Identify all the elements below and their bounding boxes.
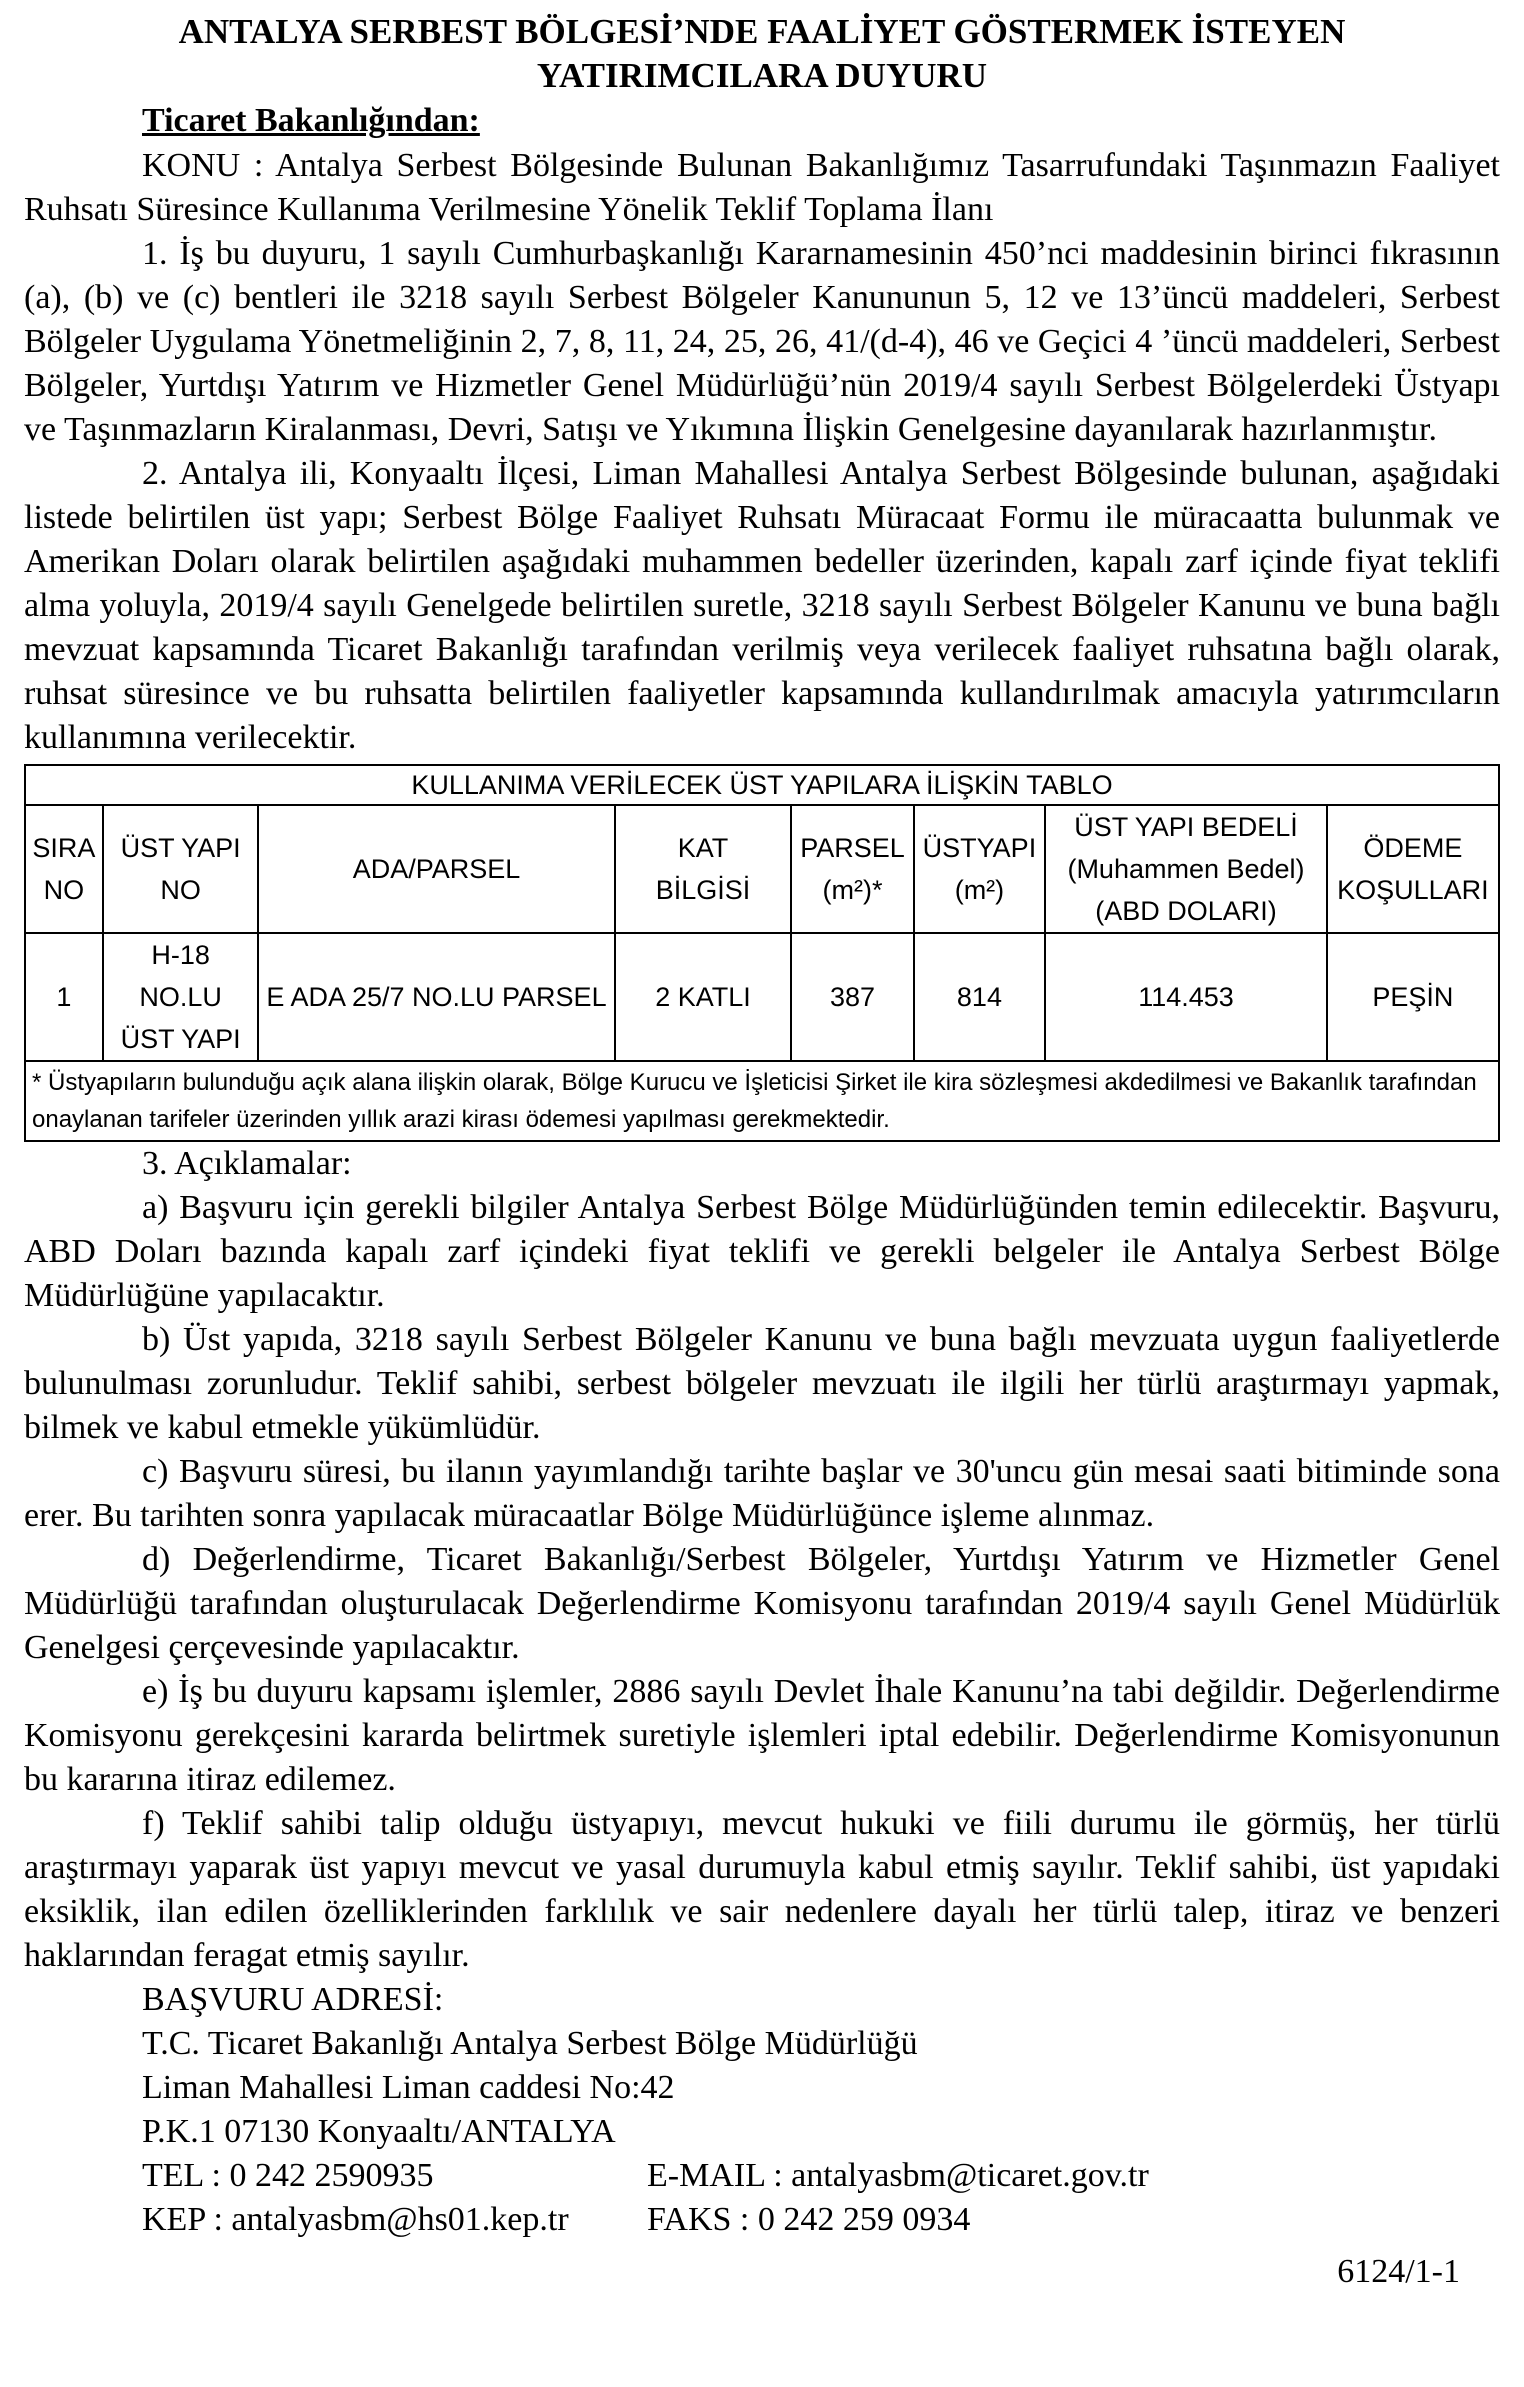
header-bedel: ÜST YAPI BEDELİ (Muhammen Bedel) (ABD DOLARI) [1045, 805, 1326, 933]
header-ada-parsel: ADA/PARSEL [258, 805, 614, 933]
address-line-3: P.K.1 07130 Konyaaltı/ANTALYA [142, 2113, 616, 2150]
cell-bedel: 114.453 [1045, 933, 1326, 1061]
header-ust-yapi-no: ÜST YAPI NO [103, 805, 259, 933]
table-header-row [25, 805, 1499, 933]
cell-sira: 1 [25, 933, 103, 1061]
address-heading: BAŞVURU ADRESİ: [142, 1981, 444, 2018]
item-e: e) İş bu duyuru kapsamı işlemler, 2886 sayılı Devlet İhale Kanunu’na tabi değildir. Değerlendirme Komisyonu gerekçesini kararda belirtmek suretiyle işlemleri iptal edebilir. Değerlendirme Komisyonunun bu kararına itiraz edilemez. [24, 1673, 1500, 1798]
title-line-2: YATIRIMCILARA DUYURU [536, 56, 988, 95]
header-sira: SIRA NO [25, 805, 103, 933]
item-a: a) Başvuru için gerekli bilgiler Antalya Serbest Bölge Müdürlüğünden temin edilecektir. Başvuru, ABD Doları bazında kapalı zarf içindeki fiyat teklifi ve gerekli belgeler ile Antalya Serbest Bölge Müdürlüğüne yapılacaktır. [24, 1189, 1500, 1314]
email: E-MAIL : antalyasbm@ticaret.gov.tr [647, 2157, 1149, 2194]
paragraph-1: 1. İş bu duyuru, 1 sayılı Cumhurbaşkanlığı Kararnamesinin 450’nci maddesinin birinci fıkrasının (a), (b) ve (c) bentleri ile 3218 sayılı Serbest Bölgeler Kanununun 5, 12 ve 13’üncü maddeleri, Serbest Bölgeler Uygulama Yönetmeliğinin 2, 7, 8, 11, 24, 25, 26, 41/(d-4), 46 ve Geçici 4 ’üncü maddeleri, Serbest Bölgeler, Yurtdışı Yatırım ve Hizmetler Genel Müdürlüğü’nün 2019/4 sayılı Serbest Bölgelerdeki Üstyapı ve Taşınmazların Kiralanması, Devri, Satışı ve Yıkımına İlişkin Genelgesine dayanılarak hazırlanmıştır. [24, 235, 1500, 448]
announcement-page [24, 10, 1500, 2294]
cell-kat: 2 KATLI [615, 933, 792, 1061]
table-caption: KULLANIMA VERİLECEK ÜST YAPILARA İLİŞKİN TABLO [25, 765, 1499, 805]
issuer: Ticaret Bakanlığından: [142, 102, 480, 139]
header-odeme: ÖDEME KOŞULLARI [1327, 805, 1499, 933]
subject-paragraph: KONU : Antalya Serbest Bölgesinde Bulunan Bakanlığımız Tasarrufundaki Taşınmazın Faaliyet Ruhsatı Süresince Kullanıma Verilmesine Yönelik Teklif Toplama İlanı [24, 147, 1500, 228]
section-3-heading: 3. Açıklamalar: [142, 1145, 352, 1182]
cell-ada-parsel: E ADA 25/7 NO.LU PARSEL [258, 933, 614, 1061]
header-kat: KAT BİLGİSİ [615, 805, 792, 933]
item-f: f) Teklif sahibi talip olduğu üstyapıyı, mevcut hukuki ve fiili durumu ile görmüş, her türlü araştırmayı yaparak üst yapıyı mevcut ve yasal durumuyla kabul etmiş sayılır. Teklif sahibi, üst yapıdaki eksiklik, ilan edilen özelliklerinden farklılık ve sair nedenlere dayalı her türlü talep, itiraz ve benzeri haklarından feragat etmiş sayılır. [24, 1805, 1500, 1974]
cell-ustyapi: 814 [914, 933, 1046, 1061]
item-c: c) Başvuru süresi, bu ilanın yayımlandığı tarihte başlar ve 30'uncu gün mesai saati bitiminde sona erer. Bu tarihten sonra yapılacak müracaatlar Bölge Müdürlüğünce işleme alınmaz. [24, 1453, 1500, 1534]
cell-parsel: 387 [791, 933, 913, 1061]
phone: TEL : 0 242 2590935 [142, 2157, 434, 2194]
fax: FAKS : 0 242 259 0934 [647, 2201, 971, 2238]
title-line-1: ANTALYA SERBEST BÖLGESİ’NDE FAALİYET GÖSTERMEK İSTEYEN [178, 12, 1346, 51]
item-d: d) Değerlendirme, Ticaret Bakanlığı/Serbest Bölgeler, Yurtdışı Yatırım ve Hizmetler Genel Müdürlüğü tarafından oluşturulacak Değerlendirme Komisyonu tarafından 2019/4 sayılı Genel Müdürlük Genelgesi çerçevesinde yapılacaktır. [24, 1541, 1500, 1666]
cell-odeme: PEŞİN [1327, 933, 1499, 1061]
kep-address: KEP : antalyasbm@hs01.kep.tr [142, 2201, 569, 2238]
table-row [25, 933, 1499, 1061]
header-ustyapi: ÜSTYAPI (m²) [914, 805, 1046, 933]
header-parsel: PARSEL (m²)* [791, 805, 913, 933]
application-address [24, 1978, 1500, 2242]
item-b: b) Üst yapıda, 3218 sayılı Serbest Bölgeler Kanunu ve buna bağlı mevzuata uygun faaliyetlerde bulunulması zorunludur. Teklif sahibi, serbest bölgeler mevzuatı ile ilgili her türlü araştırmayı yapmak, bilmek ve kabul etmekle yükümlüdür. [24, 1321, 1500, 1446]
paragraph-2: 2. Antalya ili, Konyaaltı İlçesi, Liman Mahallesi Antalya Serbest Bölgesinde bulunan, aşağıdaki listede belirtilen üst yapı; Serbest Bölge Faaliyet Ruhsatı Müracaat Formu ile müracaatta bulunmak ve Amerikan Doları olarak belirtilen aşağıdaki muhammen bedeller üzerinden, kapalı zarf içinde fiyat teklifi alma yoluyla, 2019/4 sayılı Genelgede belirtilen suretle, 3218 sayılı Serbest Bölgeler Kanunu ve buna bağlı mevzuat kapsamında Ticaret Bakanlığı tarafından verilmiş veya verilecek faaliyet ruhsatına bağlı olarak, ruhsat süresince ve bu ruhsatta belirtilen faaliyetler kapsamında kullandırılmak amacıyla yatırımcıların kullanımına verilecektir. [24, 455, 1500, 756]
structures-table [24, 764, 1500, 1142]
cell-ust-yapi-no: H-18 NO.LU ÜST YAPI [103, 933, 259, 1061]
reference-number: 6124/1-1 [1337, 2253, 1460, 2290]
address-line-1: T.C. Ticaret Bakanlığı Antalya Serbest Bölge Müdürlüğü [142, 2025, 918, 2062]
table-note: * Üstyapıların bulunduğu açık alana ilişkin olarak, Bölge Kurucu ve İşleticisi Şirket ile kira sözleşmesi akdedilmesi ve Bakanlık tarafından onaylanan tarifeler üzerinden yıllık arazi kirası ödemesi yapılması gerekmektedir. [25, 1061, 1499, 1141]
address-line-2: Liman Mahallesi Liman caddesi No:42 [142, 2069, 675, 2106]
